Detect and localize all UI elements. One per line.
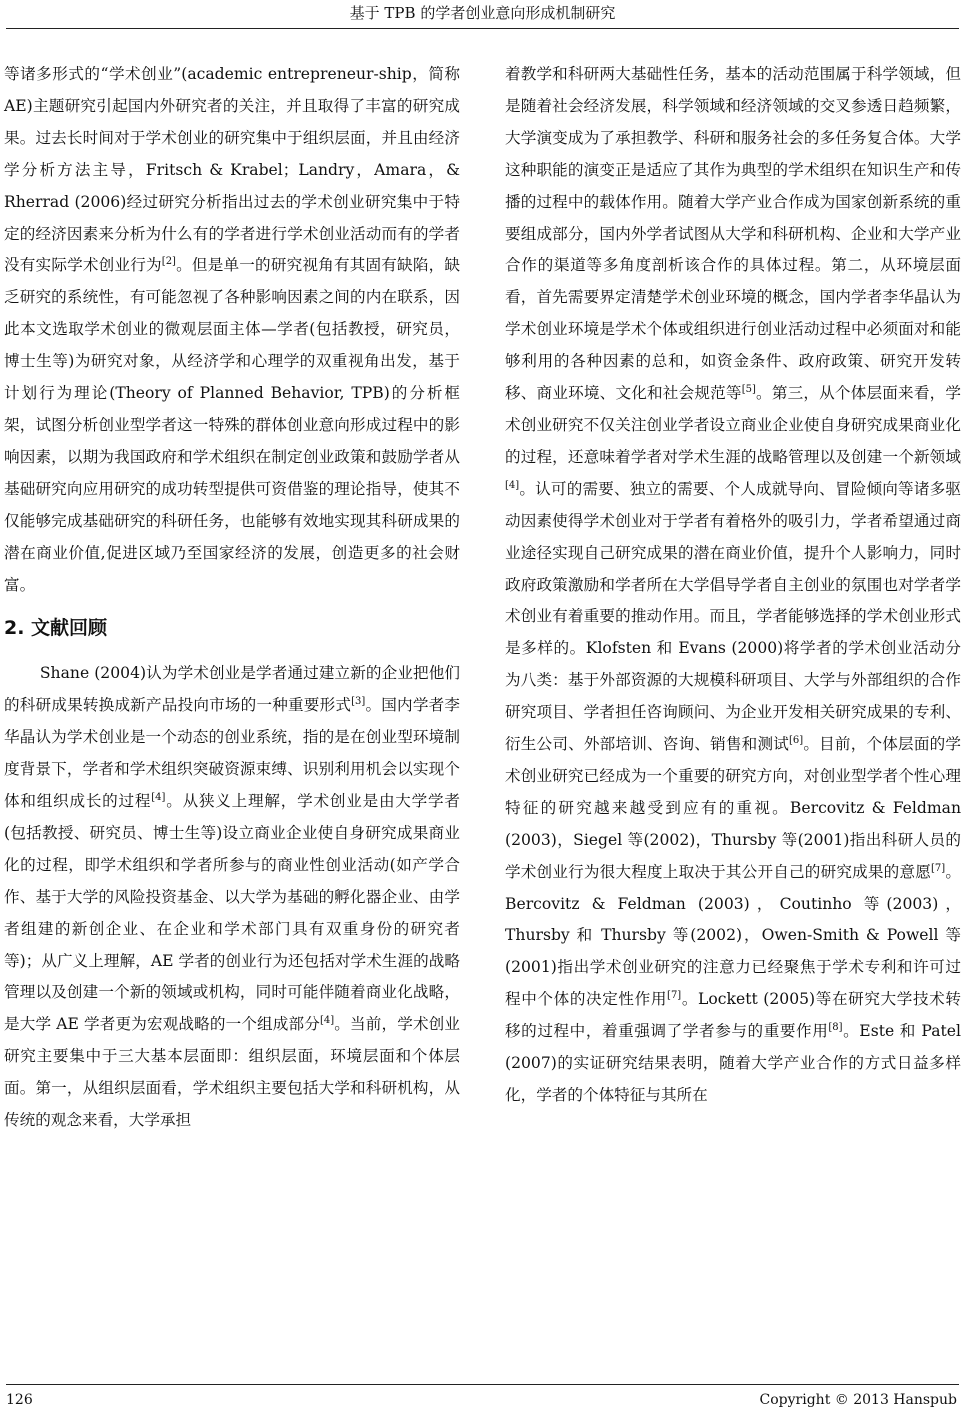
citation-ref: [3] [351,696,366,708]
citation-ref: [5] [741,383,756,395]
citation-ref: [6] [789,734,804,746]
body-text: 。Este 和 Patel (2007)的实证研究结果表明，随着大学产业合作的方式日益多样化，学者的个体特征与其所在 [505,1022,961,1104]
body-text: 。国内学者李华晶认为学术创业是一个动态的创业系统，指的是在创业型环境制度背景下，学者和学术组织突破资源束缚、识别利用机会以实现个体和组织成长的过程 [4,696,460,811]
body-text: 。从狭义上理解，学术创业是由大学学者(包括教授、研究员、博士生等)设立商业企业使自身研究成果商业化的过程，即学术组织和学者所参与的商业性创业活动(如产学合作、基于大学的风险投资基金、以大学为基础的孵化器企业、由学者组建的新创企业、在企业和学术部门具有双重身份的研究者等)；从广义上理解，AE 学者的创业行为还包括对学术生涯的战略管理以及创建一个新的领域或机构，同时可能伴随着商业化战略，是大学 AE 学者更为宏观战略的一个组成部分 [4,792,460,1034]
literature-review-paragraph-continued [505,59,961,1112]
citation-ref: [4] [319,1015,335,1027]
body-text: 等诸多形式的“学术创业”(academic entrepreneur-ship，简称 AE)主题研究引起国内外研究者的关注，并且取得了丰富的研究成果。过去长时间对于学术创业的研究集中于组织层面，并且由经济学分析方法主导，Fritsch & Krabel；Landry，Amara，& Rherrad (2006)经过研究分析指出过去的学术创业研究集中于特定的经济因素来分析为什么有的学者进行学术创业活动而有的学者没有实际学术创业行为 [4,65,460,275]
section-heading: 2. 文献回顾 [4,617,108,640]
body-text: 。当前，学术创业研究主要集中于三大基本层面即：组织层面，环境层面和个体层面。第一，从组织层面看，学术组织主要包括大学和科研机构，从传统的观念来看，大学承担 [4,1015,460,1130]
left-column [4,59,460,1137]
literature-review-paragraph [4,658,460,1137]
right-column [505,59,961,1112]
citation-ref: [2] [161,256,176,268]
body-text: Shane (2004)认为学术创业是学者通过建立新的企业把他们的科研成果转换成新产品投向市场的一种重要形式 [4,664,460,715]
citation-ref: [7] [667,990,682,1002]
running-header: 基于 TPB 的学者创业意向形成机制研究 [349,4,616,22]
citation-ref: [8] [828,1022,843,1033]
citation-ref: [4] [151,791,166,803]
body-text: 。Bercovitz & Feldman (2003)，Coutinho 等(2003)，Thursby 和 Thursby 等(2002)，Owen-Smith & Powell 等(2001)指出学术创业研究的注意力已经聚焦于学术专利和许可过程中个体的决定性作用 [505,862,961,1009]
body-text: 。Lockett (2005)等在研究大学技术转移的过程中，着重强调了学者参与的重要作用 [505,990,961,1041]
body-text: 。第三，从个体层面来看，学术创业研究不仅关注创业学者设立商业企业使自身研究成果商业化的过程，还意味着学者对学术生涯的战略管理以及创建一个新领域 [505,384,961,466]
page-number: 126 [6,1392,33,1408]
citation-ref: [7] [931,862,946,874]
body-text: 。目前，个体层面的学术创业研究已经成为一个重要的研究方向，对创业型学者个性心理特征的研究越来越受到应有的重视。Bercovitz & Feldman (2003)，Siegel 等(2002)，Thursby 等(2001)指出科研人员的学术创业行为很大程度上取决于其公开自己的研究成果的意愿 [505,735,961,881]
header-rule [6,28,959,29]
copyright-notice: Copyright © 2013 Hanspub [759,1392,957,1408]
citation-ref: [4] [505,479,520,491]
body-text: 。认可的需要、独立的需要、个人成就导向、冒险倾向等诸多驱动因素使得学术创业对于学者有着格外的吸引力，学者希望通过商业途径实现自己研究成果的潜在商业价值，提升个人影响力，同时政府政策激励和学者所在大学倡导学者自主创业的氛围也对学者学术创业有着重要的推动作用。而且，学者能够选择的学术创业形式是多样的。Klofsten 和 Evans (2000)将学者的学术创业活动分为八类：基于外部资源的大规模科研项目、大学与外部组织的合作研究项目、学者担任咨询顾问、为企业开发相关研究成果的专利、衍生公司、外部培训、咨询、销售和测试 [505,479,961,754]
body-text: 。但是单一的研究视角有其固有缺陷，缺乏研究的系统性，有可能忽视了各种影响因素之间的内在联系，因此本文选取学术创业的微观层面主体—学者(包括教授，研究员，博士生等)为研究对象，从经济学和心理学的双重视角出发，基于计划行为理论(Theory of Planned Behavior, TPB)的分析框架，试图分析创业型学者这一特殊的群体创业意向形成过程中的影响因素，以期为我国政府和学术组织在制定创业政策和鼓励学者从基础研究向应用研究的成功转型提供可资借鉴的理论指导，使其不仅能够完成基础研究的科研任务，也能够有效地实现其科研成果的潜在商业价值,促进区域乃至国家经济的发展，创造更多的社会财富。 [4,256,460,594]
body-text: 着教学和科研两大基础性任务，基本的活动范围属于科学领域，但是随着社会经济发展，科学领域和经济领域的交叉参透日趋频繁，大学演变成为了承担教学、科研和服务社会的多任务复合体。大学这种职能的演变正是适应了其作为典型的学术组织在知识生产和传播的过程中的载体作用。随着大学产业合作成为国家创新系统的重要组成部分，国内外学者试图从大学和科研机构、企业和大学产业合作的渠道等多角度剖析该合作的具体过程。第二，从环境层面看，首先需要界定清楚学术创业环境的概念，国内学者李华晶认为学术创业环境是学术个体或组织进行创业活动过程中必须面对和能够利用的各种因素的总和，如资金条件、政府政策、研究开发转移、商业环境、文化和社会规范等 [505,65,961,403]
intro-paragraph-continued [4,59,460,601]
footer-rule [6,1384,959,1385]
